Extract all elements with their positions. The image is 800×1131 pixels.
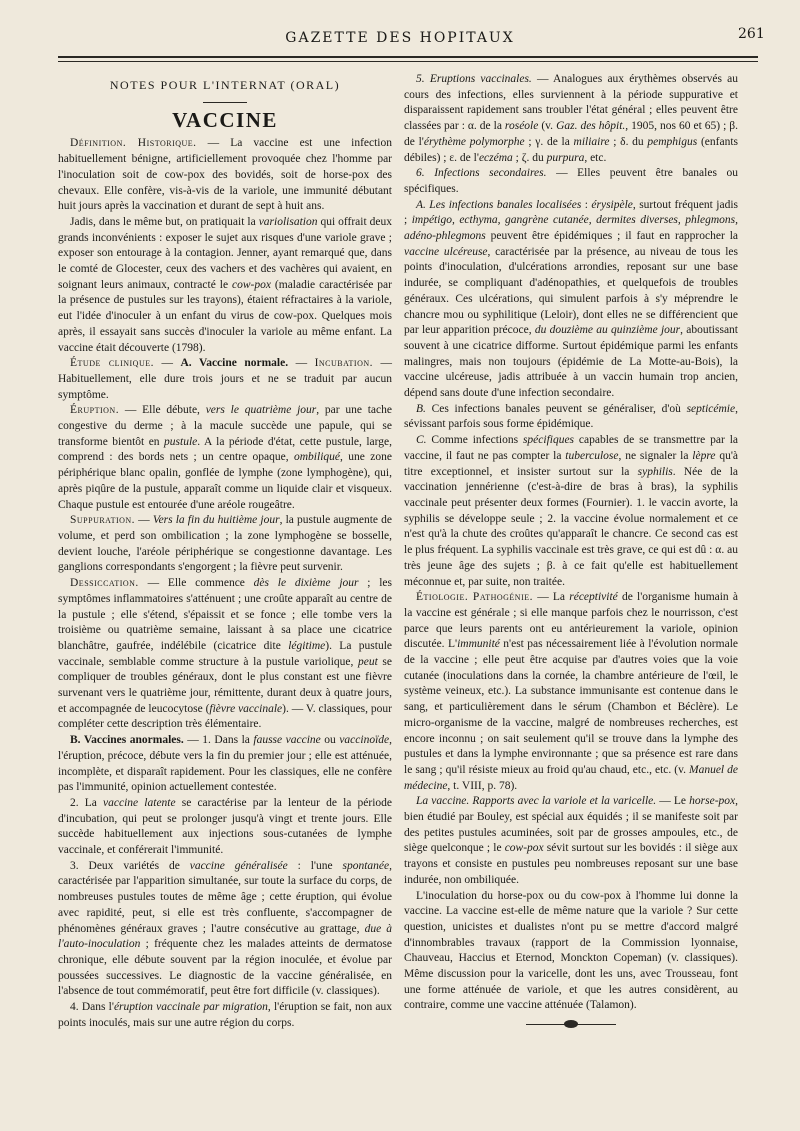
end-ornament xyxy=(526,1024,616,1025)
paragraph-relations xyxy=(404,794,738,888)
run-text: capables de se transmettre par la vaccine, il faut ne pas compter la xyxy=(404,434,739,462)
run-italic: pemphigus xyxy=(647,135,698,148)
paragraph-suppuration xyxy=(58,513,392,576)
run-text: — Habituellement, elle dure trois jours et ne se traduit par aucun symptôme. xyxy=(58,357,393,401)
run-text: de l'organisme humain à la vaccine est générale ; si elle manque parfois chez le nourrisson, c'est parce que leurs parents ont eu antérieurement la variole, opinion discutée. L' xyxy=(404,591,738,651)
paragraph-banal-infections xyxy=(404,198,738,402)
run-text: — 1. Dans la xyxy=(183,734,254,747)
run-text: — Elle débute, xyxy=(119,404,206,417)
paragraph-septicemia xyxy=(404,402,738,433)
run-italic: La vaccine. Rapports avec la variole et la varicelle. xyxy=(416,795,657,808)
run-italic: pustule xyxy=(164,435,198,448)
run-italic: 6. Infections secondaires. xyxy=(416,167,547,180)
run-text: , t. VIII, p. 78). xyxy=(447,779,518,792)
header-rule-thin xyxy=(58,61,758,62)
run-label: Étiologie. Pathogénie. xyxy=(416,591,534,604)
run-italic: fausse vaccine xyxy=(253,734,321,747)
run-italic: Manuel de médecine xyxy=(404,763,738,792)
run-label: Étude clinique. xyxy=(70,357,154,370)
run-text: : l'une xyxy=(287,859,343,872)
paragraph-secondary-infections xyxy=(404,166,738,197)
run-italic: érysipèle xyxy=(591,198,633,211)
run-text: sévit surtout sur les bovidés : il siège aux trayons et consiste en pustules peu nombreuses reposant sur une base indurée, non ombiliquée. xyxy=(404,842,738,886)
paragraph-abnormal-vaccines xyxy=(58,733,392,796)
run-text: — La vaccine est une infection habituellement bénigne, artificiellement provoquée chez l'homme par l'inoculation soit de cow-pox des bovidés, soit de horse-pox des chevaux. Elle confère, vis-à-vis de la variole, une immunité débutant huit jours après la vaccination et durant de sept à huit ans. xyxy=(58,137,392,213)
run-text: , une zone périphérique blanc opalin, gonflée de lymphe (zone lymphogène), qui, après piqûre de la pustule, apparaît comme un liquide clair et visqueux. Chaque pustule est entourée d'une aréole rougeâtre. xyxy=(58,451,392,511)
run-text: , etc. xyxy=(584,151,607,164)
run-italic: ombiliqué xyxy=(294,451,340,464)
run-text: , surtout fréquent jadis ; xyxy=(404,198,738,227)
run-text: . Née de la vaccination jennérienne (c'est-à-dire de bras à bras), la syphilis vaccinale peut présenter deux formes (Fournier). 1. le vaccin avorte, la syphilis se développe seule ; 2. la vaccine évolue normalement et ce n'est qu'à la chute des croûtes qu'apparaît le chancre. Ce second cas est le plus fréquent. La syphilis vaccinale est très grave, ce qui est dû : α. au très jeune âge des sujets ; β. à ce fait qu'elle est habituellement méconnue et, par suite, non traitée. xyxy=(404,465,738,588)
run-text: — Elles peuvent être banales ou spécifiques. xyxy=(404,167,739,195)
paragraph-latent-vaccine xyxy=(58,796,392,859)
run-text: — Analogues aux érythèmes observés au cours des infections, elles surviennent à la période suppurative et disparaissent rapidement sans troubler l'état général ; elles peuvent être classées par : α. de la xyxy=(404,73,738,133)
paragraph-specific-infections xyxy=(404,433,738,590)
paragraph-vaccinal-eruptions xyxy=(404,72,738,166)
run-text: qu'à titre exceptionnel, et insister surtout sur la xyxy=(404,449,738,478)
run-italic: roséole xyxy=(504,120,539,133)
run-italic: vers le quatrième jour xyxy=(205,404,317,417)
run-italic: variolisation xyxy=(258,215,318,228)
run-text: ). — V. classiques, pour compléter cette description très élémentaire. xyxy=(58,702,393,731)
run-text: Jadis, dans le même but, on pratiquait la xyxy=(70,215,259,228)
run-label: Dessiccation. xyxy=(70,577,139,590)
run-italic: tuberculose xyxy=(565,449,619,462)
paragraph-clinical-study xyxy=(58,356,392,403)
right-column xyxy=(404,72,738,1025)
run-text: — Elle commence xyxy=(138,577,254,590)
run-text: — Le xyxy=(656,795,690,808)
article-title: VACCINE xyxy=(172,107,278,132)
run-bold: A. Vaccine normale. xyxy=(180,357,289,370)
run-italic: spécifiques xyxy=(522,434,575,447)
run-text: , l'éruption, précoce, débute vers la fin du premier jour ; elle est atténuée, incomplète, et disparaît rapidement. Pour les classiques, elle ne confère pas l'immunité, opinion actuellement contestée. xyxy=(58,734,393,794)
run-text: — xyxy=(288,357,315,370)
run-text: ou xyxy=(320,734,340,747)
run-italic: purpura xyxy=(546,151,585,164)
paragraph-inoculation xyxy=(404,889,738,1015)
section-divider xyxy=(203,102,247,103)
run-text: , ne signaler la xyxy=(618,449,693,462)
run-italic: Vers la fin du huitième jour xyxy=(152,514,280,527)
paragraph-migration xyxy=(58,1000,392,1031)
run-label: Incubation. xyxy=(314,357,374,370)
paragraph-definition xyxy=(58,136,392,215)
run-text: ; ζ. du xyxy=(512,151,547,164)
running-title: GAZETTE DES HOPITAUX xyxy=(285,30,515,46)
run-bold: B. Vaccines anormales. xyxy=(70,734,184,747)
run-text: , caractérisée par l'apparition simultanée, sur toute la surface du corps, de nombreuses pustules toutes de même âge ; cette éruption, qui évolue avec rapidité, peut, si elle est très confluente, s'accompagner de phénomènes généraux graves ; l'autre consécutive au grattage, xyxy=(58,859,392,935)
run-text: Ces infections banales peuvent se généraliser, d'où xyxy=(425,402,687,415)
run-italic: septicémie xyxy=(686,402,736,415)
run-text: ; les symptômes inflammatoires s'atténuent ; une croûte apparaît au centre de la pustule ; elle s'étend, s'épaissit et se fonce ; elle tombe vers la troisième ou quatrième semaine, laissant à sa place une cicatrice blanchâtre, gaufrée, indélébile (cicatrice dite xyxy=(58,577,392,652)
run-italic: vaccine latente xyxy=(103,796,176,809)
run-text: ; γ. de la xyxy=(524,135,574,148)
run-italic: C. xyxy=(416,434,427,447)
run-text: ; fréquente chez les malades atteints de dermatose chronique, elle débute souvent par la région inoculée, et évolue par poussées successives. Le diagnostic de la vaccine généralisée, en l'absence de tout commémoratif, peut être fort difficile (v. classiques). xyxy=(58,938,392,998)
run-italic: A. Les infections banales localisées xyxy=(416,198,582,211)
run-text: 2. La xyxy=(70,796,104,809)
run-text: , caractérisée par la présence, au niveau de tous les points d'inoculation, d'ulcérations arrondies, reposant sur une base indurée, se compliquant d'adénopathies, et quelquefois de troubles généraux. Ces ulcérations, qui simulent parfois à s'y méprendre le chancre mou ou syphilitique (Leloir), dont elles ne se différencient que par leur apparition précoce, xyxy=(404,245,738,337)
left-column xyxy=(58,74,392,1031)
header-rule-thick xyxy=(58,56,758,58)
run-text: . A la période d'état, cette pustule, large, comprend : des bords nets ; un centre opaque, xyxy=(58,435,393,464)
run-italic: miliaire xyxy=(573,135,610,148)
run-text: (v. xyxy=(538,120,557,133)
run-text: — xyxy=(154,357,181,370)
run-italic: érythème polymorphe xyxy=(423,135,525,148)
run-text: qui offrait deux grands inconvénients : exposer le sujet aux risques d'une variole grave ; exposer son entourage à la contagion. Jenner, ayant remarqué que, dans le comté de Glocester, ceux des vachers et des vachères qui avaient, en soignant leurs animaux, contracté le xyxy=(58,215,393,291)
run-text: , l'éruption se fait, non aux points inoculés, mais sur une autre région du corps. xyxy=(58,1001,392,1029)
run-italic: cow-pox xyxy=(232,278,271,291)
paragraph-dessiccation xyxy=(58,576,392,733)
paragraph-etiology xyxy=(404,590,738,794)
run-text: ). La pustule vaccinale, semblable comme structure à la pustule variolique, xyxy=(58,639,392,668)
run-italic: eczéma xyxy=(478,151,513,164)
page-number: 261 xyxy=(738,26,765,42)
run-italic: fièvre vaccinale xyxy=(209,702,283,715)
run-italic: Gaz. des hôpit. xyxy=(556,120,626,133)
run-italic: réceptivité xyxy=(569,591,618,604)
ornament-dot xyxy=(564,1020,578,1028)
run-text: (enfants débiles) ; ε. de l' xyxy=(404,135,738,164)
run-text: ; δ. du xyxy=(609,135,648,148)
run-text: , 1905, nos 60 et 65) ; β. de l' xyxy=(404,120,739,148)
section-header: NOTES POUR L'INTERNAT (ORAL) xyxy=(109,78,341,92)
run-text: , bien étudié par Bouley, est spécial aux équidés ; il se manifeste soit par des petites pustules acuminées, soit par de grosses ampoules, etc., de siège quelconque ; le xyxy=(404,795,739,855)
run-text: — xyxy=(135,514,153,527)
paragraph-generalized-vaccine xyxy=(58,859,392,1000)
run-label: Suppuration. xyxy=(70,514,136,527)
run-italic: vaccinoïde xyxy=(339,734,390,747)
run-text: L'inoculation du horse-pox ou du cow-pox à l'homme lui donne la vaccine. La vaccine est-elle de même nature que la variole ? Sur cette question, unicistes et dualistes n'ont pu se mettre d'accord malgré d'innombrables travaux (rapport de la Commission lyonnaise, Chauveau, Haccius et Eternod, Monckton Copeman) (v. classiques). Même discussion pour la varicelle, dont les uns, avec Trousseau, font une forme atténuée de variole, et que les autres considèrent, au contraire, comme une vaccine atténuée (Talamon). xyxy=(404,889,738,1012)
run-text: — La xyxy=(533,591,570,604)
run-italic: lèpre xyxy=(692,449,716,462)
run-label: Éruption. xyxy=(70,404,120,417)
run-italic: du douzième au quinzième jour xyxy=(534,324,681,337)
run-italic: éruption vaccinale par migration xyxy=(113,1001,268,1014)
run-italic: syphilis xyxy=(637,465,673,478)
run-italic: B. xyxy=(416,402,426,415)
run-italic: horse-pox xyxy=(689,795,736,808)
run-text: : xyxy=(581,198,592,211)
run-text: , sévissant parfois sous forme épidémique. xyxy=(404,402,738,431)
run-text: (maladie caractérisée par la présence de pustules sur les trayons), étaient réfractaires à la variole, eut l'idée d'inoculer à un enfant du virus de cow-pox. Quelques mois après, il essayait sans succès d'inoculer la variole au même enfant. La vaccine était découverte (1798). xyxy=(58,278,392,354)
run-italic: cow-pox xyxy=(504,842,544,855)
run-italic: peut xyxy=(357,655,378,668)
run-text: , la pustule augmente de volume, et perd son ombilication ; la zone lymphogène se bosselle, devient louche, l'aréole périphérique se congestionne davantage. Les ganglions correspondants s'engorgent ; la fièvre peut survenir. xyxy=(58,514,393,574)
run-italic: due à l'auto-inoculation xyxy=(58,922,392,951)
run-italic: légitime xyxy=(288,639,326,652)
run-italic: 5. Eruptions vaccinales. xyxy=(416,73,532,85)
run-text: n'est pas nécessairement liée à l'évolution normale de la vaccine ; elle peut être acquise par d'autres voies que la voie cutanée (inoculations dans la cornée, la chambre antérieure de l'œil, le système veineux, etc.). La substance immunisante est contenue dans le sang, et particulièrement dans le sérum (Chambon et Béclère). Le micro-organisme de la vaccine, malgré de nombreuses recherches, est encore inconnu ; on sait seulement qu'il se trouve dans la lymphe des pustules et dans la lymphe environnante ; que sa présence est rare dans le sang ; qu'il résiste mieux au froid qu'au chaud, etc., etc. (v. xyxy=(404,638,738,776)
paragraph-eruption xyxy=(58,403,392,513)
run-text: , par une tache congestive du derme ; à la macule succède une papule, qui se transforme bientôt en xyxy=(58,404,392,448)
paragraph-history xyxy=(58,215,392,356)
run-text: se compliquer de troubles généraux, dont le plus constant est une fièvre survenant vers le quatrième jour, rémittente, durant deux à quatre jours, et accompagnée de leucocytose ( xyxy=(58,655,392,715)
run-text: 3. Deux variétés de xyxy=(70,859,190,872)
run-text: , aboutissant souvent à une cicatrice difforme. Surtout épidémique parmi les enfants malingres, mais non toujours (épidémie de La Motte-au-Bois), la vaccine ulcéreuse, jadis attribuée à un vaccin humain trop ancien, dépend sans doute d'une infection secondaire. xyxy=(404,324,739,400)
run-italic: vaccine ulcéreuse xyxy=(404,245,488,258)
run-italic: vaccine généralisée xyxy=(189,859,288,872)
run-italic: spontanée xyxy=(342,859,390,872)
run-italic: immunité xyxy=(457,638,500,651)
run-italic: dès le dixième jour xyxy=(253,577,359,590)
run-text: peuvent être épidémiques ; il faut en rapprocher la xyxy=(485,230,738,243)
run-label: Définition. Historique. xyxy=(70,137,197,150)
run-text: Comme infections xyxy=(426,434,523,447)
run-text: 4. Dans l' xyxy=(70,1001,114,1014)
run-italic: impétigo, ecthyma, gangrène cutanée, dermites diverses, phlegmons, adéno-phlegmons xyxy=(404,214,738,243)
run-text: se caractérise par la lenteur de la période d'incubation, qui peut se prolonger jusqu'à vingt et trente jours. Elle succède habituellement aux injections sous-cutanées de lymphe vaccinale, et conférerait l'immunité. xyxy=(58,796,392,857)
